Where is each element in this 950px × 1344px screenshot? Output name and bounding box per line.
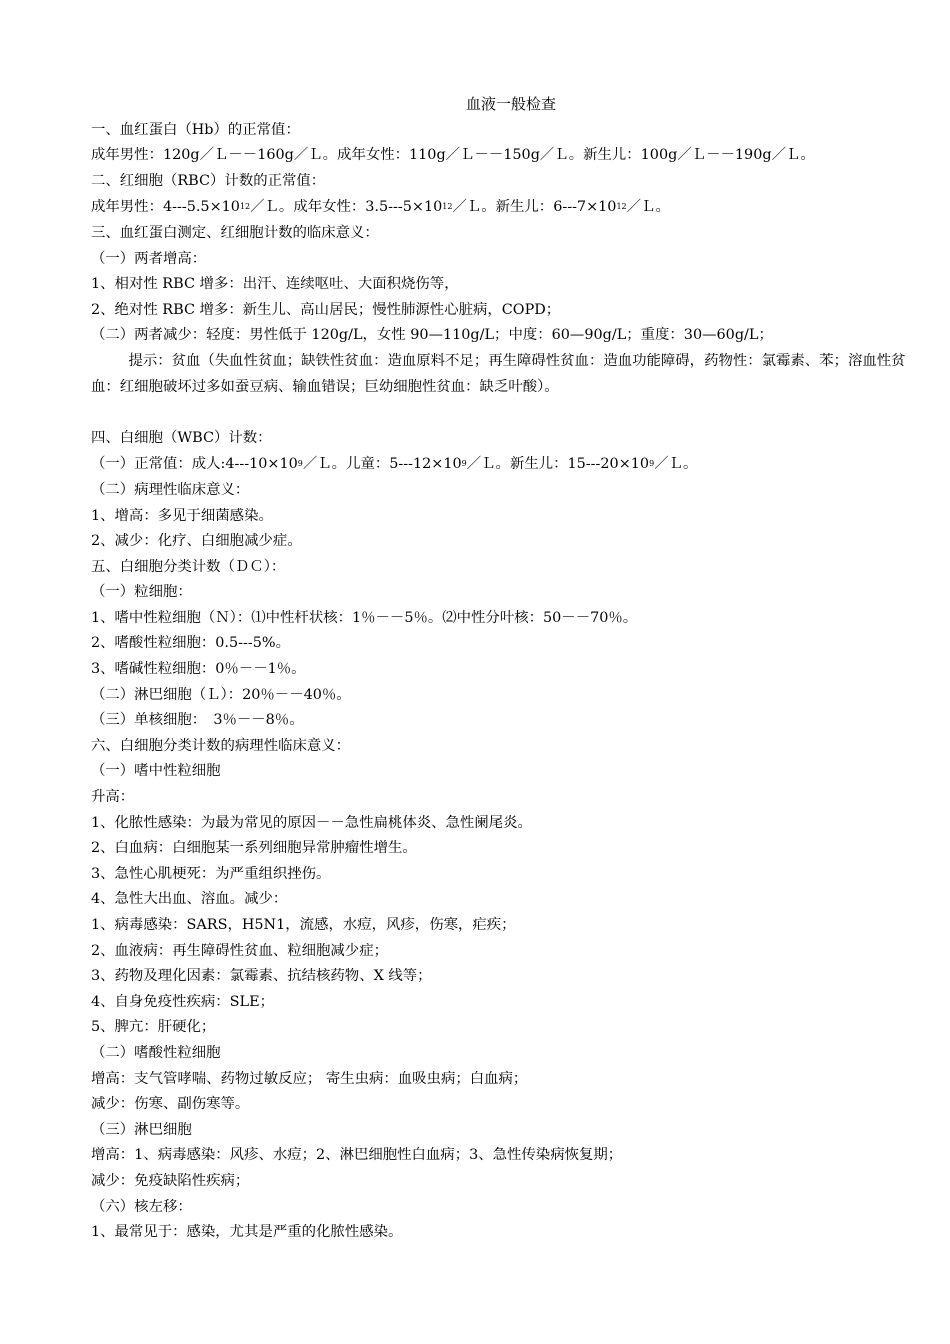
text-line: 1、最常见于：感染，尤其是严重的化脓性感染。 bbox=[91, 1224, 403, 1241]
text-line: 升高： bbox=[91, 789, 135, 806]
text-line: 2、嗜酸性粒细胞：0.5---5%。 bbox=[91, 635, 290, 652]
text-line: 1、增高：多见于细菌感染。 bbox=[91, 507, 273, 524]
text-line: （一）两者增高： bbox=[91, 250, 207, 267]
text-line: 3、药物及理化因素：氯霉素、抗结核药物、X 线等； bbox=[91, 968, 432, 985]
text-line: 增高：支气管哮喘、药物过敏反应； 寄生虫病：血吸虫病；白血病； bbox=[91, 1070, 528, 1087]
text-line: 1、病毒感染：SARS，H5N1，流感，水痘，风疹，伤寒，疟疾； bbox=[91, 917, 516, 933]
text-line-wbc-values: （一）正常值：成人$:4---10\times 10^9/L$。儿童：$5---12\times 10^9/L$。新生儿：$15---20\times 10^9/L$。 bbox=[91, 456, 698, 473]
text-line: （二）淋巴细胞（Ｌ）：20％－－40％。 bbox=[91, 686, 351, 703]
text-line: （二）嗜酸性粒细胞 bbox=[91, 1044, 221, 1061]
text-line: （三）单核细胞： 3％－－8％。 bbox=[91, 712, 304, 729]
section-heading-clinical: 三、血红蛋白测定、红细胞计数的临床意义： bbox=[91, 224, 379, 241]
text-line: 1、嗜中性粒细胞（Ｎ）：⑴中性杆状核：1％－－5％。⑵中性分叶核：50－－70％。 bbox=[91, 609, 638, 626]
text-line: 4、自身免疫性疾病：SLE； bbox=[91, 993, 274, 1010]
text-line: 2、血液病：再生障碍性贫血、粒细胞减少症； bbox=[91, 942, 388, 959]
document-page bbox=[91, 92, 921, 1246]
section-heading-dc-clinical: 六、白细胞分类计数的病理性临床意义： bbox=[91, 737, 351, 754]
text-line: 减少：伤寒、副伤寒等。 bbox=[91, 1096, 250, 1113]
text-line: （一）粒细胞： bbox=[91, 584, 192, 601]
text-line: （一）嗜中性粒细胞 bbox=[91, 763, 221, 780]
text-line: 成年男性：120g／Ｌ－－160g／Ｌ。成年女性：110g／Ｌ－－150g／Ｌ。新生儿：100g／Ｌ－－190g／Ｌ。 bbox=[91, 147, 815, 164]
section-heading-hemoglobin: 一、血红蛋白（Hb）的正常值： bbox=[91, 121, 300, 138]
text-line: （六）核左移： bbox=[91, 1198, 192, 1215]
section-heading-dc: 五、白细胞分类计数（ＤＣ）： bbox=[91, 558, 286, 575]
text-line-rbc-values: 成年男性：$4---5.5\times 10^{12}/L$。成年女性：$3.5---5\times 10^{12}/L$。新生儿：$6---7\times 10^{12}/L$。 bbox=[91, 199, 670, 216]
text-line: 3、嗜碱性粒细胞：0％－－1％。 bbox=[91, 661, 306, 678]
section-heading-wbc: 四、白细胞（WBC）计数： bbox=[91, 429, 272, 446]
text-line: 3、急性心肌梗死：为严重组织挫伤。 bbox=[91, 865, 331, 882]
text-line: 1、化脓性感染：为最为常见的原因－－急性扁桃体炎、急性阑尾炎。 bbox=[91, 814, 532, 831]
text-line: （三）淋巴细胞 bbox=[91, 1121, 192, 1138]
text-line: （二）两者减少：轻度：男性低于 120g/L，女性 90—110g/L；中度：60—90g/L；重度：30—60g/L； bbox=[91, 327, 773, 344]
text-line: 增高：1、病毒感染：风疹、水痘；2、淋巴细胞性白血病；3、急性传染病恢复期； bbox=[91, 1147, 623, 1164]
document-title: 血液一般检查 bbox=[465, 95, 556, 113]
text-line: 1、相对性 RBC 增多：出汗、连续呕吐、大面积烧伤等， bbox=[91, 276, 459, 293]
text-line: 5、脾亢：肝硬化； bbox=[91, 1019, 216, 1036]
text-paragraph-hint: 提示：贫血（失血性贫血；缺铁性贫血：造血原料不足；再生障碍性贫血：造血功能障碍，药物性：氯霉素、苯；溶血性贫血：红细胞破坏过多如蚕豆病、输血错误；巨幼细胞性贫血：缺乏叶酸）。 bbox=[91, 352, 906, 395]
section-heading-rbc: 二、红细胞（RBC）计数的正常值： bbox=[91, 172, 326, 189]
text-line: 2、减少：化疗、白细胞减少症。 bbox=[91, 533, 302, 550]
text-line: 4、急性大出血、溶血。减少： bbox=[91, 891, 288, 908]
text-line: （二）病理性临床意义： bbox=[91, 481, 250, 498]
blank-line bbox=[91, 400, 921, 426]
text-line: 2、绝对性 RBC 增多：新生儿、高山居民；慢性肺源性心脏病，COPD； bbox=[91, 301, 561, 318]
text-line: 2、白血病：白细胞某一系列细胞异常肿瘤性增生。 bbox=[91, 840, 417, 857]
text-line: 减少：免疫缺陷性疾病； bbox=[91, 1172, 250, 1189]
